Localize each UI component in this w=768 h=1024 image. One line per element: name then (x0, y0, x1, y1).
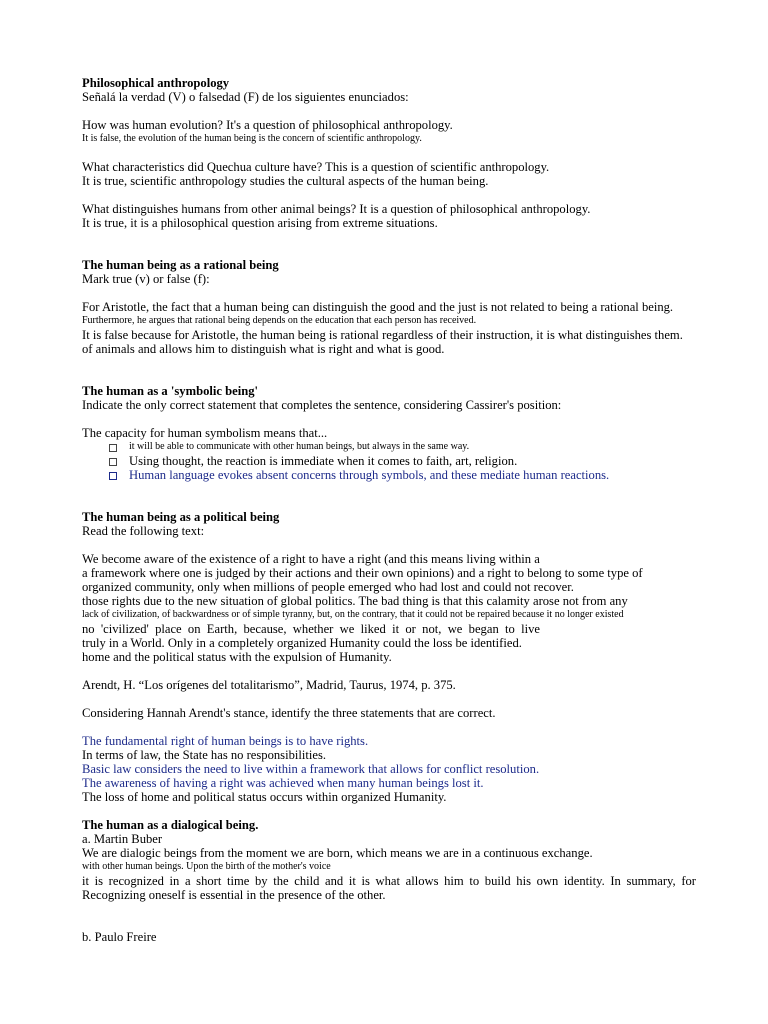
statement-3-correct: Basic law considers the need to live within a framework that allows for conflict resolution. (82, 762, 540, 776)
option-text: Human language evokes absent concerns through symbols, and these mediate human reactions. (129, 468, 610, 482)
option-1 (82, 440, 698, 454)
section-heading-rational-being: The human being as a rational being (82, 258, 279, 272)
statement-education: Furthermore, he argues that rational being depends on the education that each person has received. (82, 315, 477, 326)
option-text: Using thought, the reaction is immediate when it comes to faith, art, religion. (129, 454, 518, 468)
instruction-text: Read the following text: (82, 524, 205, 538)
section-heading-philosophical-anthropology: Philosophical anthropology (82, 76, 230, 90)
statement-4-correct: The awareness of having a right was achieved when many human beings lost it. (82, 776, 484, 790)
option-2 (82, 454, 698, 468)
quote-line-6: no 'civilized' place on Earth, because, whether we liked it or not, we began to live (82, 622, 540, 636)
question-text: Considering Hannah Arendt's stance, identify the three statements that are correct. (82, 706, 496, 720)
section-heading-dialogical-being: The human as a dialogical being. (82, 818, 259, 832)
option-3-correct (82, 468, 698, 482)
subheading-martin-buber: a. Martin Buber (82, 832, 163, 846)
instruction-text: Indicate the only correct statement that completes the sentence, considering Cassirer's position: (82, 398, 562, 412)
quote-line-2: a framework where one is judged by their actions and their own opinions) and a right to belong to some type of (82, 566, 643, 580)
statement-1-correct: The fundamental right of human beings is to have rights. (82, 734, 369, 748)
buber-paragraph-line-3: it is recognized in a short time by the child and it is what allows him to build his own identity. In summary, for (82, 874, 696, 888)
answer-continuation: of animals and allows him to distinguish what is right and what is good. (82, 342, 445, 356)
checkbox-icon (109, 444, 117, 452)
quote-line-8: home and the political status with the expulsion of Humanity. (82, 650, 392, 664)
answer-aristotle: It is false because for Aristotle, the human being is rational regardless of their instruction, it is what distinguishes them. (82, 328, 683, 342)
quote-line-4: those rights due to the new situation of global politics. The bad thing is that this calamity arose not from any (82, 594, 628, 608)
quote-line-1: We become aware of the existence of a right to have a right (and this means living within a (82, 552, 540, 566)
subheading-paulo-freire: b. Paulo Freire (82, 930, 157, 944)
question-1: How was human evolution? It's a question of philosophical anthropology. (82, 118, 453, 132)
answer-2: It is true, scientific anthropology studies the cultural aspects of the human being. (82, 174, 489, 188)
buber-paragraph-line-2: with other human beings. Upon the birth of the mother's voice (82, 861, 331, 872)
question-2: What characteristics did Quechua culture have? This is a question of scientific anthropology. (82, 160, 550, 174)
question-3: What distinguishes humans from other animal beings? It is a question of philosophical anthropology. (82, 202, 591, 216)
answer-1: It is false, the evolution of the human being is the concern of scientific anthropology. (82, 133, 422, 144)
section-heading-political-being: The human being as a political being (82, 510, 280, 524)
quote-line-5: lack of civilization, of backwardness or of simple tyranny, but, on the contrary, that it could not be repaired because it no longer existed (82, 609, 624, 620)
citation: Arendt, H. “Los orígenes del totalitarismo”, Madrid, Taurus, 1974, p. 375. (82, 678, 456, 692)
section-heading-symbolic-being: The human as a 'symbolic being' (82, 384, 258, 398)
answer-3: It is true, it is a philosophical question arising from extreme situations. (82, 216, 438, 230)
quote-line-3: organized community, only when millions of people emerged who had lost and could not recover. (82, 580, 574, 594)
option-text: it will be able to communicate with other human beings, but always in the same way. (129, 441, 470, 452)
instruction-text: Mark true (v) or false (f): (82, 272, 210, 286)
statement-2: In terms of law, the State has no responsibilities. (82, 748, 327, 762)
document-page (82, 76, 698, 944)
question-stem: The capacity for human symbolism means that... (82, 426, 328, 440)
buber-paragraph-line-1: We are dialogic beings from the moment we are born, which means we are in a continuous exchange. (82, 846, 593, 860)
statement-5: The loss of home and political status occurs within organized Humanity. (82, 790, 447, 804)
checkbox-icon (109, 472, 117, 480)
checkbox-icon (109, 458, 117, 466)
buber-paragraph-line-4: Recognizing oneself is essential in the presence of the other. (82, 888, 386, 902)
quote-line-7: truly in a World. Only in a completely organized Humanity could the loss be identified. (82, 636, 522, 650)
statement-aristotle: For Aristotle, the fact that a human being can distinguish the good and the just is not related to being a rational being. (82, 300, 674, 314)
instruction-text: Señalá la verdad (V) o falsedad (F) de los siguientes enunciados: (82, 90, 409, 104)
